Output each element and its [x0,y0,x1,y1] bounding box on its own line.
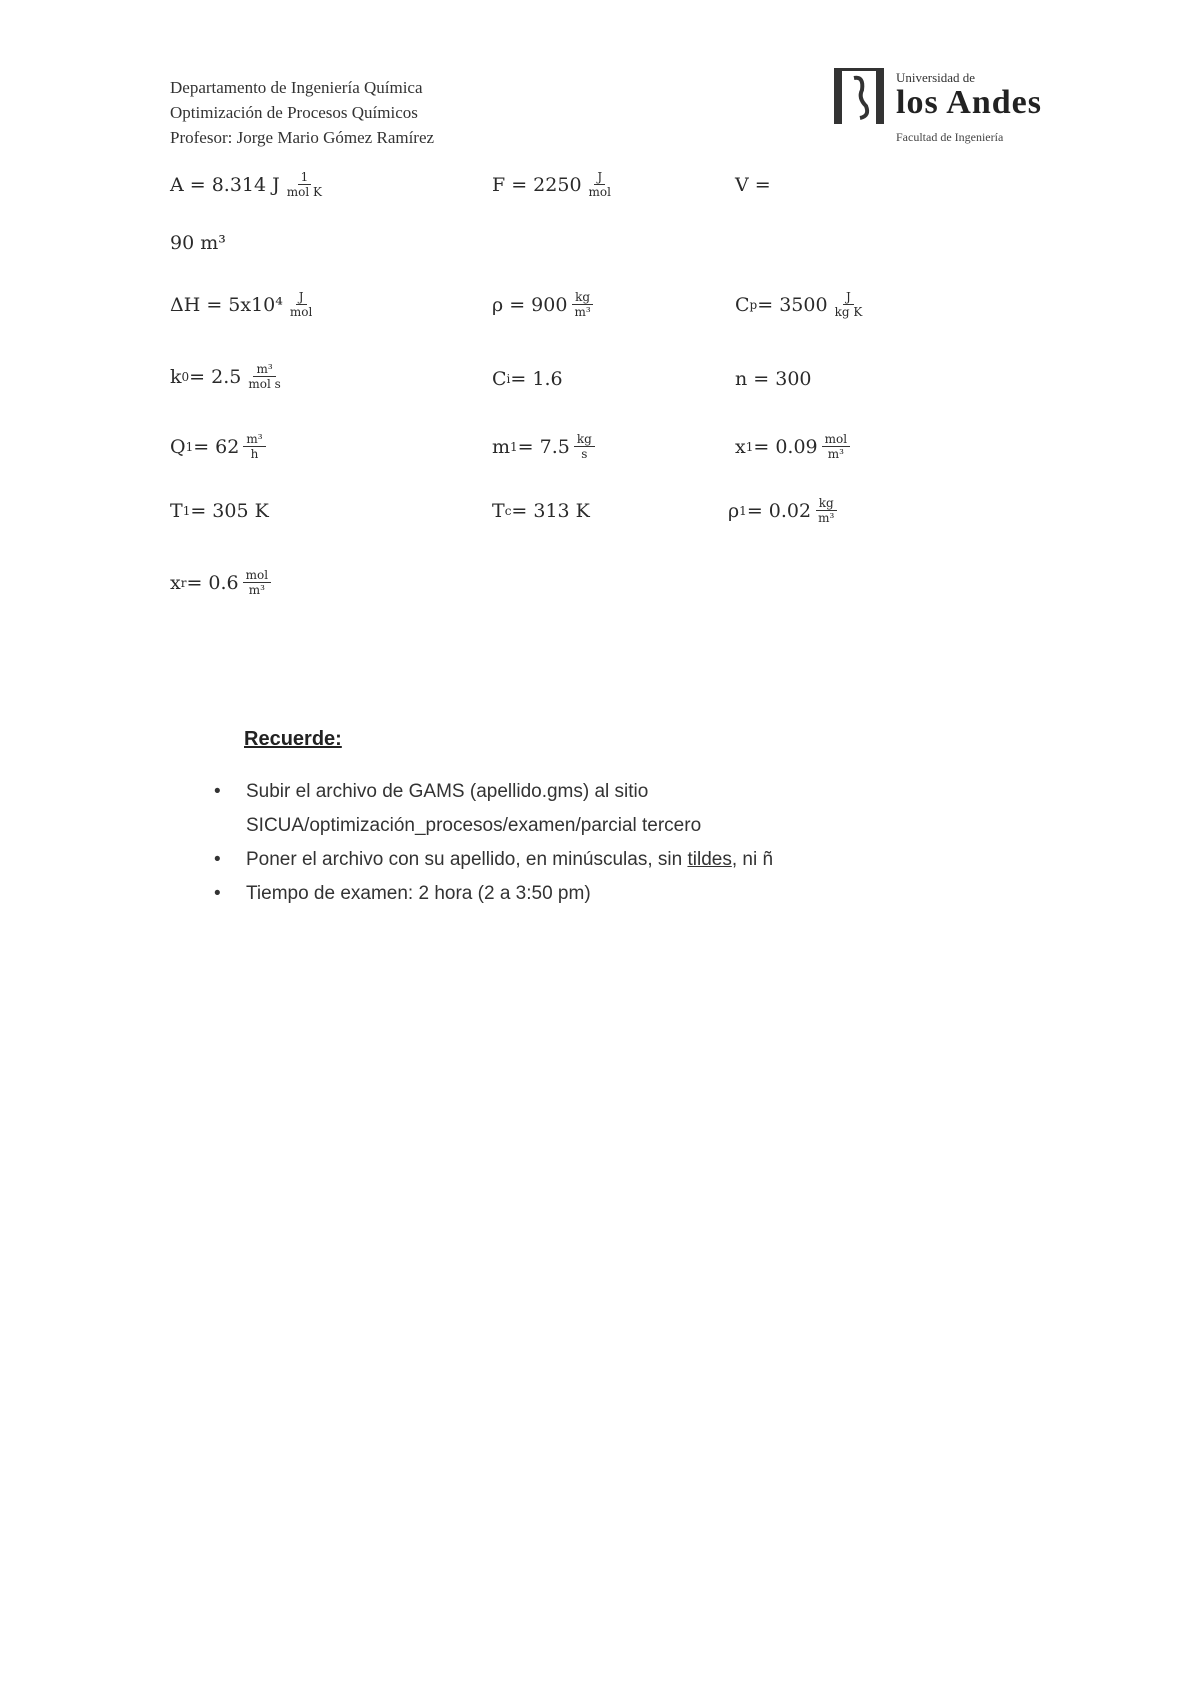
equation-text: C [735,293,750,316]
subscript: p [749,297,758,312]
fraction: $\frac{\text{mol}}{\text{m³}}$ [822,432,850,461]
remember-list [210,775,970,911]
list-item [210,877,970,911]
equation-volume-value [170,232,226,254]
equation-text: T [170,500,183,522]
equation-text: = 62 [193,435,240,458]
fraction: $\frac{\text{m³}}{\text{mol s}}$ [248,362,281,391]
document-header [170,75,590,150]
list-item [210,775,970,843]
equation-heat-capacity [735,290,865,319]
equation-text: = 2.5 [189,365,242,388]
logo-top-text: Universidad de [896,70,976,85]
equation-xr [170,568,271,597]
equation-text: 90 m³ [170,232,226,254]
equation-text: Q [170,435,186,458]
equation-flow [170,432,266,461]
list-item-text: Poner el archivo con su apellido, en minúsculas, sin [246,849,688,870]
equation-text: = 1.6 [510,368,563,390]
equation-text: = 313 K [511,500,590,522]
equation-text: = 305 K [190,500,269,522]
equation-rate-constant [170,362,284,391]
equation-text: ρ [728,499,740,522]
subscript: 1 [510,439,518,454]
equation-text: V = [735,174,771,196]
list-item [210,843,970,877]
equation-tc [492,500,590,522]
equation-text: n = 300 [735,368,812,390]
equation-text: A = 8.314 J [170,173,280,196]
university-emblem-icon [832,64,886,128]
equation-text: ρ = 900 [492,293,568,316]
subscript: r [180,575,187,590]
equation-text: = 0.6 [186,571,239,594]
equation-text: = 3500 [757,293,828,316]
equation-x1 [735,432,850,461]
subscript: 1 [182,504,191,518]
underlined-text: tildes [687,849,732,870]
equation-t1 [170,500,269,522]
equation-mass-flow [492,432,595,461]
equation-volume [735,174,771,196]
fraction: $\frac{J}{\text{mol}}$ [289,290,313,319]
professor-line: Profesor: Jorge Mario Gómez Ramírez [170,128,435,147]
fraction: $\frac{\text{mol}}{\text{m³}}$ [243,568,271,597]
subscript: 1 [185,439,194,454]
fraction: $\frac{kg}{\text{m³}}$ [571,290,593,319]
equation-text: m [492,435,511,458]
subscript: 1 [739,503,747,518]
fraction: $\frac{1}{\text{mol K}}$ [286,170,323,199]
remember-heading: Recuerde: [244,728,342,750]
list-item-text: SICUA/optimización_procesos/examen/parcial tercero [246,815,702,836]
list-item-text: , ni ñ [731,849,774,870]
equation-ci [492,368,563,390]
equation-text: F = 2250 [492,173,582,196]
bullet-icon: • [214,883,221,904]
list-item-text: Subir el archivo de GAMS (apellido.gms) al sitio [246,781,649,802]
subscript: 1 [745,439,754,454]
equation-f [492,170,614,199]
equation-text: ΔH = 5x10⁴ [170,293,283,316]
equation-text: k [170,365,182,388]
equation-rho1 [728,496,837,525]
fraction: $\frac{\text{m³}}{h}$ [243,432,265,461]
equation-n [735,368,812,390]
fraction: $\frac{kg}{\text{m³}}$ [815,496,837,525]
equation-text: x [170,571,181,594]
equation-text: x [735,435,746,458]
logo-sub-text: Facultad de Ingeniería [896,130,1004,144]
equation-text: = 0.09 [753,435,818,458]
department-line: Departamento de Ingeniería Química [170,78,423,97]
equation-density [492,290,594,319]
subscript: c [504,504,512,518]
fraction: $\frac{J}{\text{mol}}$ [588,170,611,199]
university-logo [832,64,1052,154]
bullet-icon: • [214,849,221,870]
equation-enthalpy [170,290,315,319]
subscript: i [506,372,511,386]
equation-gas-constant [170,170,325,199]
course-line: Optimización de Procesos Químicos [170,103,418,122]
equation-text: C [492,368,507,390]
equation-text: = 0.02 [746,499,812,522]
subscript: 0 [181,369,190,384]
fraction: $\frac{J}{\text{kg K}}$ [834,290,863,319]
equation-text: = 7.5 [517,435,570,458]
list-item-text: Tiempo de examen: 2 hora (2 a 3:50 pm) [246,883,591,904]
logo-name-text: los Andes [896,84,1042,121]
equation-text: T [492,500,505,522]
fraction: $\frac{kg}{s}$ [574,432,595,461]
bullet-icon: • [214,781,221,802]
